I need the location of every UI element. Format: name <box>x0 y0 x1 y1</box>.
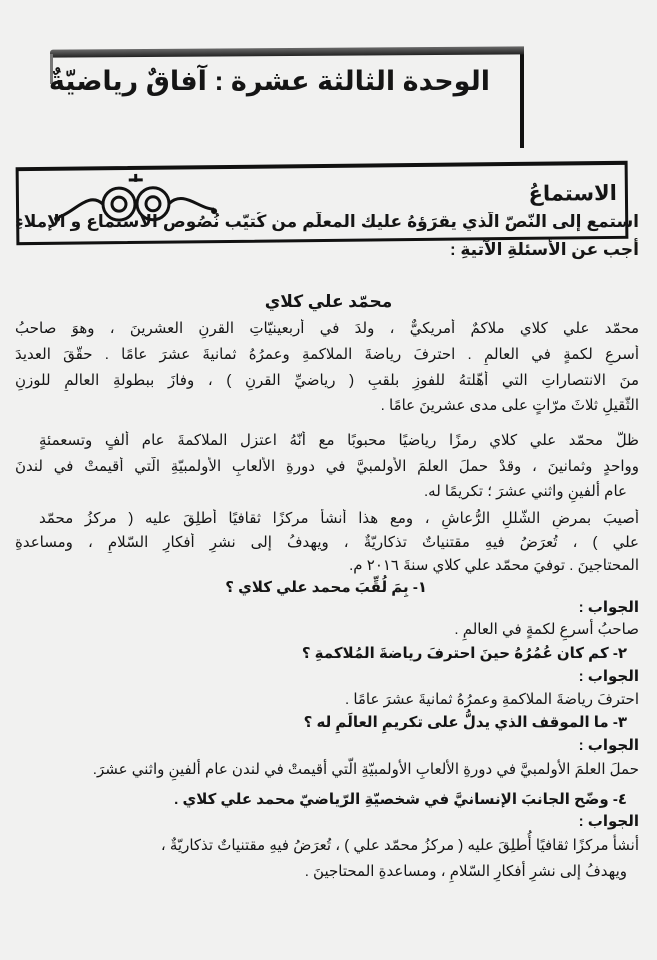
answer-label: الجواب : <box>578 813 639 830</box>
passage-line: أصيبَ بمرضِ الشّللِ الرُّعاشِ ، ومع هذا أنشأَ مركزًا ثقافيًا أُطلِقَ عليه ( مركزُ محمّد <box>39 510 639 527</box>
unit-title-box <box>50 48 524 148</box>
answer-3: حملَ العلمَ الأولمبيَّ في دورةِ الألعابِ الأولمبيّةِ الّتي أقيمتْ في لندن عام ألفينِ واثني عشرَ. <box>92 761 639 778</box>
passage-line: عام ألفينِ واثني عشرَ ؛ تكريمًا له. <box>423 483 627 500</box>
passage-line: الثّقيلِ ثلاثَ مرّاتٍ على مدى عشرينَ عامًا . <box>380 397 639 414</box>
answer-label: الجواب : <box>578 668 639 685</box>
passage-line: وواحدٍ وثمانينَ ، وقدْ حملَ العلمَ الأولمبيَّ في دورةِ الألعابِ الأولمبيّةِ الّتي أقيمتْ في لندنَ <box>15 458 639 475</box>
answer-label: الجواب : <box>578 737 639 754</box>
title-box-top-bar <box>50 46 524 57</box>
section-title: الاستماعُ <box>528 181 618 206</box>
passage-line: محمّد علي كلاي ملاكمٌ أمريكيٌّ ، ولدَ في أربعينيّاتِ القرنِ العشرينَ ، وهوَ صاحبُ <box>15 320 639 337</box>
passage-line: أسرعِ لكمةٍ في العالمِ . احترفَ رياضةَ الملاكمةِ وعمرُهُ ثمانيةَ عشرَ عامًا . حقّقَ العديدَ <box>15 346 639 363</box>
section-header-box <box>16 161 629 245</box>
passage-line: منَ الانتصاراتِ التي أهّلتهُ للفوزِ بلقبِ ( رياضيِّ القرنِ ) ، وفازَ ببطولةِ العالمِ للوزنِ <box>15 372 639 389</box>
question-3: ٣- ما الموقف الذي يدلُّ على تكريمِ العالَمِ له ؟ <box>303 714 627 731</box>
passage-line: علي ) ، تُعرَضُ فيهِ مقتنياتٌ تذكاريّةٌ ، ويهدفُ إلى نشرِ أفكارِ السّلامِ ، ومساعدةِ <box>15 534 639 551</box>
question-1: ١- بِمَ لُقِّبَ محمد علي كلاي ؟ <box>225 579 427 596</box>
unit-title: الوحدة الثالثة عشرة : آفاقٌ رياضيّةٌ <box>48 66 490 96</box>
answer-4-line-1: أنشأ مركزًا ثقافيًا أُطلِقَ عليه ( مركزُ محمّد علي ) ، تُعرَضُ فيهِ مقتنياتٌ تذكاريّةٌ ، <box>160 837 639 854</box>
question-2: ٢- كم كان عُمُرُهُ حينَ احترفَ رياضةَ المُلاكمةِ ؟ <box>301 645 627 662</box>
instruction-line-1: استمع إلى النّصّ الّذي يقرَؤهُ عليك المعلّم من كُتيّب نُصُوص الاستماع و الإملاءِ <box>15 212 639 231</box>
answer-2: احترفَ رياضةَ الملاكمةِ وعمرُهُ ثمانيةَ عشرَ عامًا . <box>344 691 639 708</box>
passage-line: المحتاجينَ . توفيَ محمّد علي كلاي سنةَ ٢٠١٦ م. <box>349 557 639 574</box>
answer-label: الجواب : <box>578 599 639 616</box>
answer-4-line-2: ويهدفُ إلى نشرِ أفكارِ السّلامِ ، ومساعدةِ المحتاجينَ . <box>304 863 627 880</box>
instruction-line-2: أجب عن الأسئلةِ الآتيةِ : <box>449 240 639 259</box>
question-4: ٤- وضّح الجانبَ الإنسانيَّ في شخصيّةِ الرّياضيّ محمد علي كلاي . <box>174 791 627 808</box>
passage-line: ظلَّ محمّد علي كلاي رمزًا رياضيًا محبوبًا مع أنّهُ اعتزل الملاكمةَ عام ألفٍ وتسعمئةٍ <box>39 432 639 449</box>
answer-1: صاحبُ أسرعِ لكمةٍ في العالمِ . <box>454 621 639 638</box>
passage-title: محمّد علي كلاي <box>264 292 393 311</box>
